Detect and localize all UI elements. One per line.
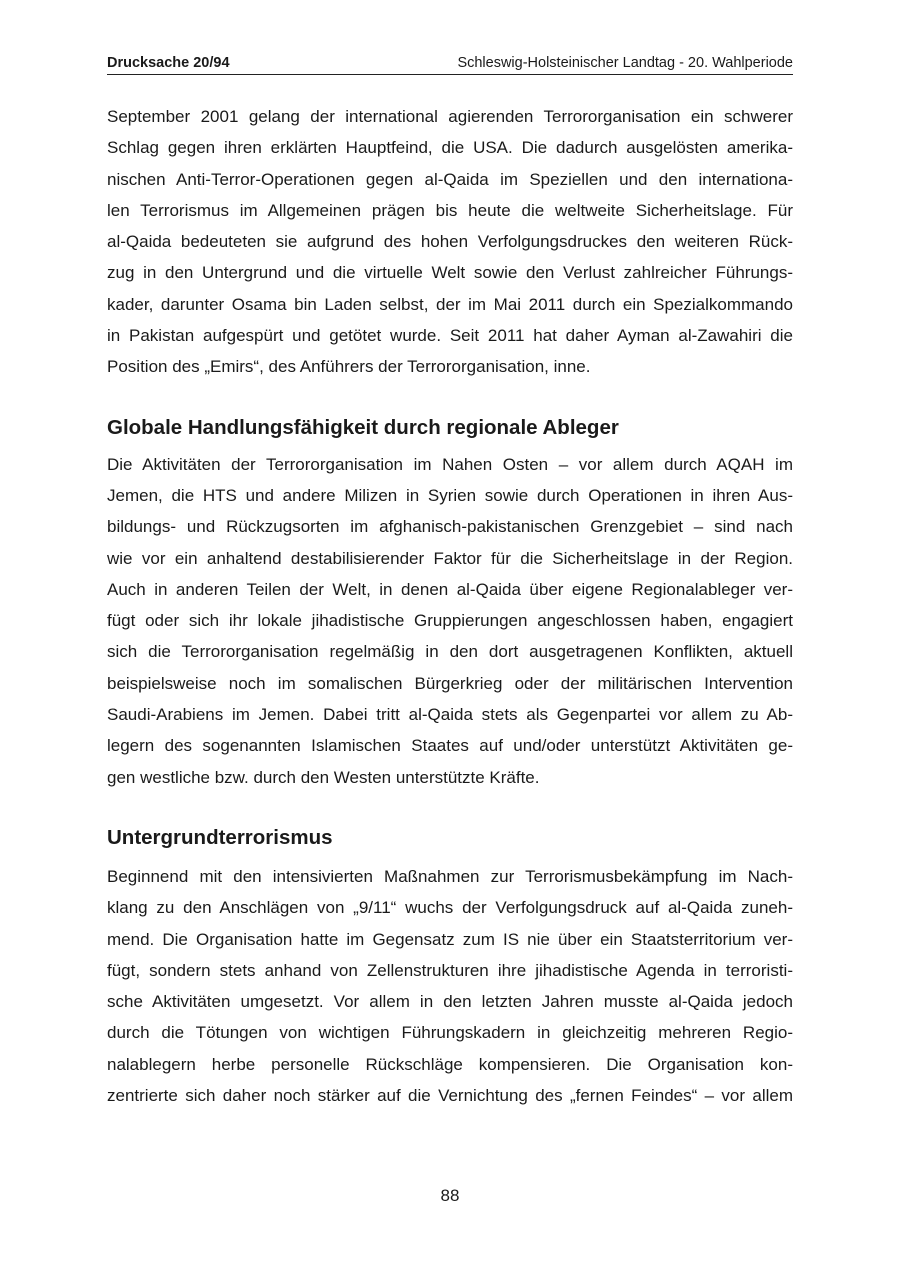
section-heading-regional-ableger: Globale Handlungsfähigkeit durch regionale Ableger (107, 415, 619, 439)
page-number: 88 (440, 1186, 460, 1205)
paragraph-regional-ableger (107, 449, 793, 793)
text-line: Beginnend mit den intensivierten Maßnahmen zur Terrorismusbekämpfung im Nach- (107, 866, 793, 886)
text-line: fügt oder sich ihr lokale jihadistische Gruppierungen angeschlossen haben, engagiert (107, 611, 793, 631)
text-line: sich die Terrororganisation regelmäßig in den dort ausgetragenen Konflikten, aktuell (107, 642, 793, 662)
text-line: Die Aktivitäten der Terrororganisation im Nahen Osten – vor allem durch AQAH im (107, 454, 793, 474)
text-line: gen westliche bzw. durch den Westen unterstützte Kräfte. (107, 767, 540, 787)
text-line: bildungs- und Rückzugsorten im afghanisch-pakistanischen Grenzgebiet – sind nach (107, 517, 793, 537)
text-line: mend. Die Organisation hatte im Gegensatz zum IS nie über ein Staatsterritorium ver- (107, 929, 793, 949)
section-heading-untergrundterrorismus: Untergrundterrorismus (107, 825, 333, 849)
text-line: beispielsweise noch im somalischen Bürgerkrieg oder der militärischen Intervention (107, 673, 793, 693)
text-line: Auch in anderen Teilen der Welt, in denen al-Qaida über eigene Regionalableger ver- (107, 579, 793, 599)
text-line: klang zu den Anschlägen von „9/11“ wuchs der Verfolgungsdruck auf al-Qaida zuneh- (107, 898, 793, 918)
page-header (107, 54, 793, 75)
text-line: in Pakistan aufgespürt und getötet wurde. Seit 2011 hat daher Ayman al-Zawahiri die (107, 326, 793, 346)
text-line: wie vor ein anhaltend destabilisierender Faktor für die Sicherheitslage in der Region. (107, 548, 793, 568)
parliament-title: Schleswig-Holsteinischer Landtag - 20. Wahlperiode (457, 55, 793, 71)
text-line: nischen Anti-Terror-Operationen gegen al-Qaida im Speziellen und den internationa- (107, 169, 793, 189)
text-line: legern des sogenannten Islamischen Staates auf und/oder unterstützt Aktivitäten ge- (107, 736, 793, 756)
document-number: Drucksache 20/94 (107, 55, 230, 71)
text-line: nalablegern herbe personelle Rückschläge kompensieren. Die Organisation kon- (107, 1054, 793, 1074)
text-line: Saudi-Arabiens im Jemen. Dabei tritt al-Qaida stets als Gegenpartei vor allem zu Ab- (107, 705, 793, 725)
text-line: Jemen, die HTS und andere Milizen in Syrien sowie durch Operationen in ihren Aus- (107, 485, 793, 505)
text-line: al-Qaida bedeuteten sie aufgrund des hohen Verfolgungsdruckes den weiteren Rück- (107, 232, 793, 252)
text-line: durch die Tötungen von wichtigen Führungskadern in gleichzeitig mehreren Regio- (107, 1023, 793, 1043)
paragraph-intro (107, 101, 793, 383)
text-line: fügt, sondern stets anhand von Zellenstrukturen ihre jihadistische Agenda in terroristi- (107, 960, 793, 980)
text-line: kader, darunter Osama bin Laden selbst, der im Mai 2011 durch ein Spezialkommando (107, 294, 793, 314)
text-line: September 2001 gelang der international agierenden Terrororganisation ein schwerer (107, 107, 793, 126)
text-line: Position des „Emirs“, des Anführers der Terrororganisation, inne. (107, 357, 591, 377)
text-line: zentrierte sich daher noch stärker auf die Vernichtung des „fernen Feindes“ – vor allem (107, 1086, 793, 1106)
text-line: len Terrorismus im Allgemeinen prägen bis heute die weltweite Sicherheitslage. Für (107, 200, 793, 220)
document-body (107, 101, 793, 1111)
text-line: Schlag gegen ihren erklärten Hauptfeind, die USA. Die dadurch ausgelösten amerika- (107, 138, 793, 158)
text-line: sche Aktivitäten umgesetzt. Vor allem in den letzten Jahren musste al-Qaida jedoch (107, 992, 793, 1012)
text-line: zug in den Untergrund und die virtuelle Welt sowie den Verlust zahlreicher Führungs- (107, 263, 793, 283)
paragraph-untergrundterrorismus (107, 861, 793, 1111)
